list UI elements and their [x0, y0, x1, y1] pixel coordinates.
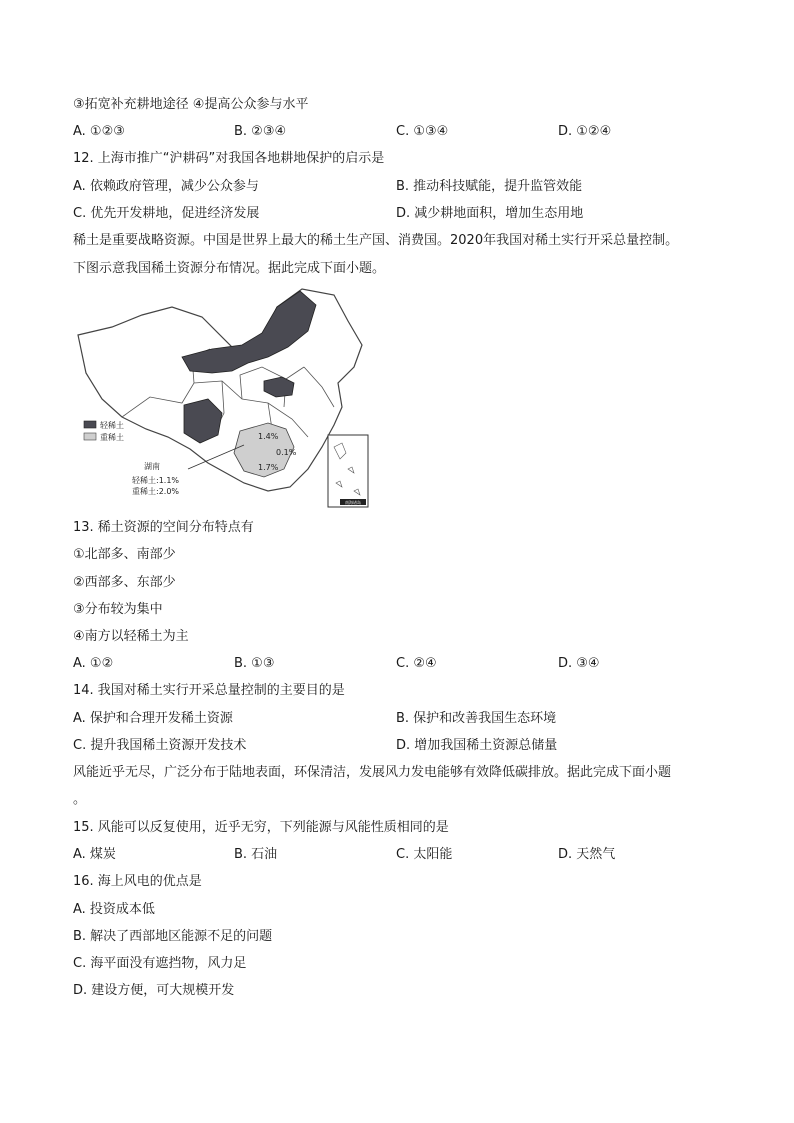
q11-item-line: ③拓宽补充耕地途径 ④提高公众参与水平 — [73, 97, 309, 112]
q15-option-d[interactable]: D. 天然气 — [558, 847, 616, 862]
rare-earth-intro-line2: 下图示意我国稀土资源分布情况。据此完成下面小题。 — [73, 261, 386, 276]
south-china-sea-inset — [328, 435, 368, 507]
percent-label-2: 0.1% — [276, 448, 297, 457]
q16-stem: 16. 海上风电的优点是 — [73, 874, 202, 889]
wind-intro-line2: 。 — [73, 792, 87, 807]
q13-item-3: ③分布较为集中 — [73, 602, 163, 617]
legend-light-swatch — [84, 421, 96, 428]
q15-option-c[interactable]: C. 太阳能 — [396, 847, 453, 862]
q13-item-1: ①北部多、南部少 — [73, 547, 176, 562]
hunan-label: 湖南 — [144, 462, 160, 471]
wind-intro-line1: 风能近乎无尽，广泛分布于陆地表面，环保清洁，发展风力发电能够有效降低碳排放。据此完成下面小题 — [73, 765, 672, 780]
q14-option-a[interactable]: A. 保护和合理开发稀土资源 — [73, 711, 233, 726]
rare-earth-distribution-map — [72, 287, 372, 513]
q13-option-b[interactable]: B. ①③ — [234, 656, 275, 671]
percent-label-3: 1.7% — [258, 463, 279, 472]
china-outline — [78, 289, 362, 491]
q11-option-b[interactable]: B. ②③④ — [234, 124, 287, 139]
inset-caption: 南海诸岛 — [345, 500, 361, 505]
hunan-light-value: 轻稀土:1.1% — [132, 476, 180, 485]
china-map-graphic — [72, 287, 372, 513]
q13-item-2: ②西部多、东部少 — [73, 575, 176, 590]
hunan-heavy-value: 重稀土:2.0% — [132, 487, 180, 496]
q13-stem: 13. 稀土资源的空间分布特点有 — [73, 520, 254, 535]
q14-stem: 14. 我国对稀土实行开采总量控制的主要目的是 — [73, 683, 345, 698]
q12-option-c[interactable]: C. 优先开发耕地，促进经济发展 — [73, 206, 260, 221]
q11-option-c[interactable]: C. ①③④ — [396, 124, 449, 139]
q16-option-c[interactable]: C. 海平面没有遮挡物，风力足 — [73, 956, 247, 971]
q11-option-a[interactable]: A. ①②③ — [73, 124, 125, 139]
q13-option-a[interactable]: A. ①② — [73, 656, 114, 671]
rare-earth-intro-line1: 稀土是重要战略资源。中国是世界上最大的稀土生产国、消费国。2020年我国对稀土实行开采总量控制。 — [73, 233, 679, 248]
q12-option-b[interactable]: B. 推动科技赋能，提升监管效能 — [396, 179, 583, 194]
q14-option-d[interactable]: D. 增加我国稀土资源总储量 — [396, 738, 558, 753]
q12-stem: 12. 上海市推广“沪耕码”对我国各地耕地保护的启示是 — [73, 151, 385, 166]
q12-option-a[interactable]: A. 依赖政府管理，减少公众参与 — [73, 179, 259, 194]
q13-item-4: ④南方以轻稀土为主 — [73, 629, 189, 644]
legend-heavy-swatch — [84, 433, 96, 440]
q15-option-a[interactable]: A. 煤炭 — [73, 847, 116, 862]
q16-option-a[interactable]: A. 投资成本低 — [73, 902, 155, 917]
q15-option-b[interactable]: B. 石油 — [234, 847, 278, 862]
q13-option-c[interactable]: C. ②④ — [396, 656, 437, 671]
legend-heavy-label: 重稀土 — [100, 433, 124, 442]
q16-option-d[interactable]: D. 建设方便，可大规模开发 — [73, 983, 235, 998]
legend-light-label: 轻稀土 — [100, 421, 124, 430]
q12-option-d[interactable]: D. 减少耕地面积，增加生态用地 — [396, 206, 584, 221]
percent-label-1: 1.4% — [258, 432, 279, 441]
q11-option-d[interactable]: D. ①②④ — [558, 124, 612, 139]
q15-stem: 15. 风能可以反复使用，近乎无穷，下列能源与风能性质相同的是 — [73, 820, 449, 835]
q16-option-b[interactable]: B. 解决了西部地区能源不足的问题 — [73, 929, 273, 944]
q13-option-d[interactable]: D. ③④ — [558, 656, 600, 671]
q14-option-b[interactable]: B. 保护和改善我国生态环境 — [396, 711, 557, 726]
q14-option-c[interactable]: C. 提升我国稀土资源开发技术 — [73, 738, 247, 753]
